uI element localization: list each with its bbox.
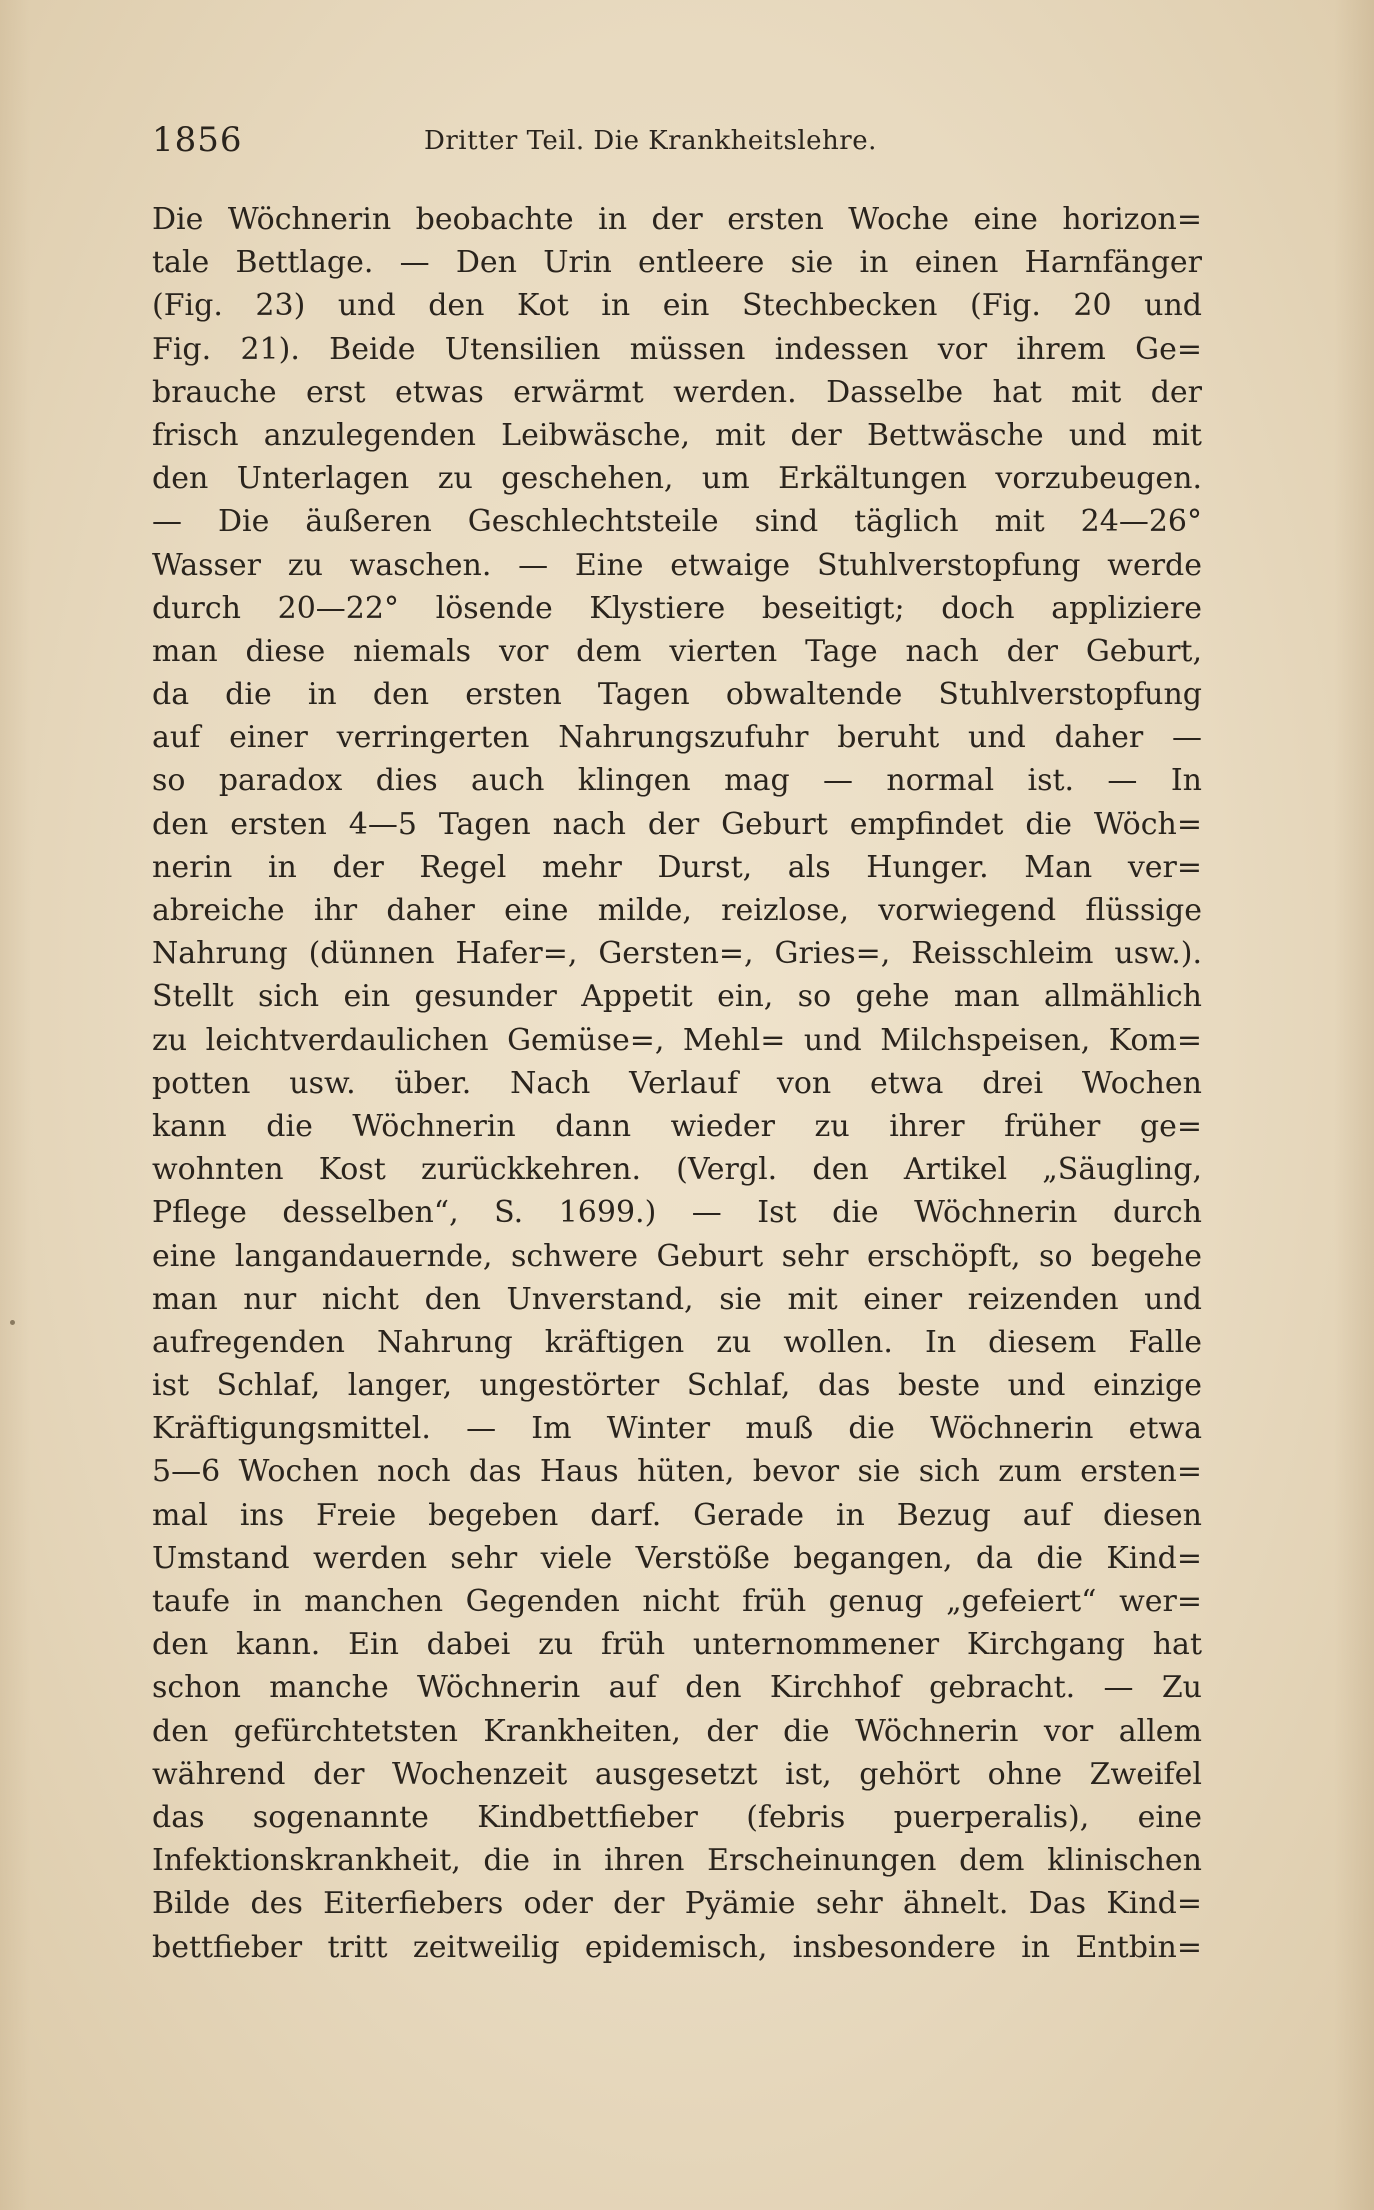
text-line: 5—6 Wochen noch das Haus hüten, bevor sie sich zum ersten= bbox=[152, 1454, 1202, 1490]
page-number: 1856 bbox=[152, 120, 243, 160]
text-line: nerin in der Regel mehr Durst, als Hunger. Man ver= bbox=[152, 849, 1202, 885]
paper-speck bbox=[10, 1320, 15, 1325]
page-shadow-left bbox=[0, 0, 30, 2210]
text-line: man diese niemals vor dem vierten Tage nach der Geburt, bbox=[152, 633, 1202, 669]
text-line: Nahrung (dünnen Hafer=, Gersten=, Gries=, Reisschleim usw.). bbox=[152, 936, 1202, 972]
text-line: mal ins Freie begeben darf. Gerade in Bezug auf diesen bbox=[152, 1497, 1202, 1533]
text-line: den Unterlagen zu geschehen, um Erkältungen vorzubeugen. bbox=[152, 461, 1202, 497]
text-line: bettfieber tritt zeitweilig epidemisch, insbesondere in Entbin= bbox=[152, 1929, 1202, 1965]
text-line: während der Wochenzeit ausgesetzt ist, gehört ohne Zweifel bbox=[152, 1756, 1202, 1792]
text-line: tale Bettlage. — Den Urin entleere sie in einen Harnfänger bbox=[152, 245, 1202, 281]
text-line: Infektionskrankheit, die in ihren Erscheinungen dem klinischen bbox=[152, 1843, 1202, 1879]
text-line: taufe in manchen Gegenden nicht früh genug „gefeiert“ wer= bbox=[152, 1584, 1202, 1619]
text-line: Die Wöchnerin beobachte in der ersten Woche eine horizon= bbox=[152, 202, 1202, 237]
text-line: Pflege desselben“, S. 1699.) — Ist die Wöchnerin durch bbox=[152, 1195, 1202, 1231]
text-line: Wasser zu waschen. — Eine etwaige Stuhlverstopfung werde bbox=[152, 547, 1202, 583]
text-line: zu leichtverdaulichen Gemüse=, Mehl= und Milchspeisen, Kom= bbox=[152, 1022, 1202, 1058]
text-line: man nur nicht den Unverstand, sie mit einer reizenden und bbox=[152, 1281, 1202, 1317]
text-line: schon manche Wöchnerin auf den Kirchhof gebracht. — Zu bbox=[152, 1670, 1202, 1706]
text-line: eine langandauernde, schwere Geburt sehr erschöpft, so begehe bbox=[152, 1238, 1202, 1274]
text-line: auf einer verringerten Nahrungszufuhr beruht und daher — bbox=[152, 720, 1202, 756]
text-line: abreiche ihr daher eine milde, reizlose, vorwiegend flüssige bbox=[152, 893, 1202, 928]
text-line: das sogenannte Kindbettfieber (febris puerperalis), eine bbox=[152, 1799, 1202, 1835]
text-line: frisch anzulegenden Leibwäsche, mit der Bettwäsche und mit bbox=[152, 417, 1202, 453]
running-head: Dritter Teil. Die Krankheitslehre. bbox=[424, 126, 877, 156]
text-line: so paradox dies auch klingen mag — normal ist. — In bbox=[152, 763, 1202, 799]
text-line: den ersten 4—5 Tagen nach der Geburt empfindet die Wöch= bbox=[152, 806, 1202, 842]
text-line: Bilde des Eiterfiebers oder der Pyämie sehr ähnelt. Das Kind= bbox=[152, 1886, 1202, 1922]
text-line: Umstand werden sehr viele Verstöße begangen, da die Kind= bbox=[152, 1540, 1202, 1576]
text-line: kann die Wöchnerin dann wieder zu ihrer früher ge= bbox=[152, 1108, 1202, 1144]
page-shadow-right bbox=[1334, 0, 1374, 2210]
text-line: potten usw. über. Nach Verlauf von etwa drei Wochen bbox=[152, 1065, 1202, 1101]
text-line: den gefürchtetsten Krankheiten, der die Wöchnerin vor allem bbox=[152, 1713, 1202, 1749]
text-line: ist Schlaf, langer, ungestörter Schlaf, das beste und einzige bbox=[152, 1368, 1202, 1404]
text-line: Kräftigungsmittel. — Im Winter muß die Wöchnerin etwa bbox=[152, 1411, 1202, 1447]
page-header bbox=[152, 120, 1202, 170]
text-line: aufregenden Nahrung kräftigen zu wollen. In diesem Falle bbox=[152, 1324, 1202, 1360]
text-line: — Die äußeren Geschlechtsteile sind täglich mit 24—26° bbox=[152, 504, 1202, 540]
text-line: da die in den ersten Tagen obwaltende Stuhlverstopfung bbox=[152, 677, 1202, 713]
text-line: wohnten Kost zurückkehren. (Vergl. den Artikel „Säugling, bbox=[152, 1152, 1202, 1188]
text-line: (Fig. 23) und den Kot in ein Stechbecken (Fig. 20 und bbox=[152, 288, 1202, 324]
text-line: Fig. 21). Beide Utensilien müssen indessen vor ihrem Ge= bbox=[152, 331, 1202, 367]
text-line: durch 20—22° lösende Klystiere beseitigt; doch appliziere bbox=[152, 590, 1202, 626]
text-line: brauche erst etwas erwärmt werden. Dasselbe hat mit der bbox=[152, 374, 1202, 410]
text-line: den kann. Ein dabei zu früh unternommener Kirchgang hat bbox=[152, 1627, 1202, 1663]
body-text bbox=[152, 198, 1202, 1969]
text-line: Stellt sich ein gesunder Appetit ein, so gehe man allmählich bbox=[152, 979, 1202, 1015]
